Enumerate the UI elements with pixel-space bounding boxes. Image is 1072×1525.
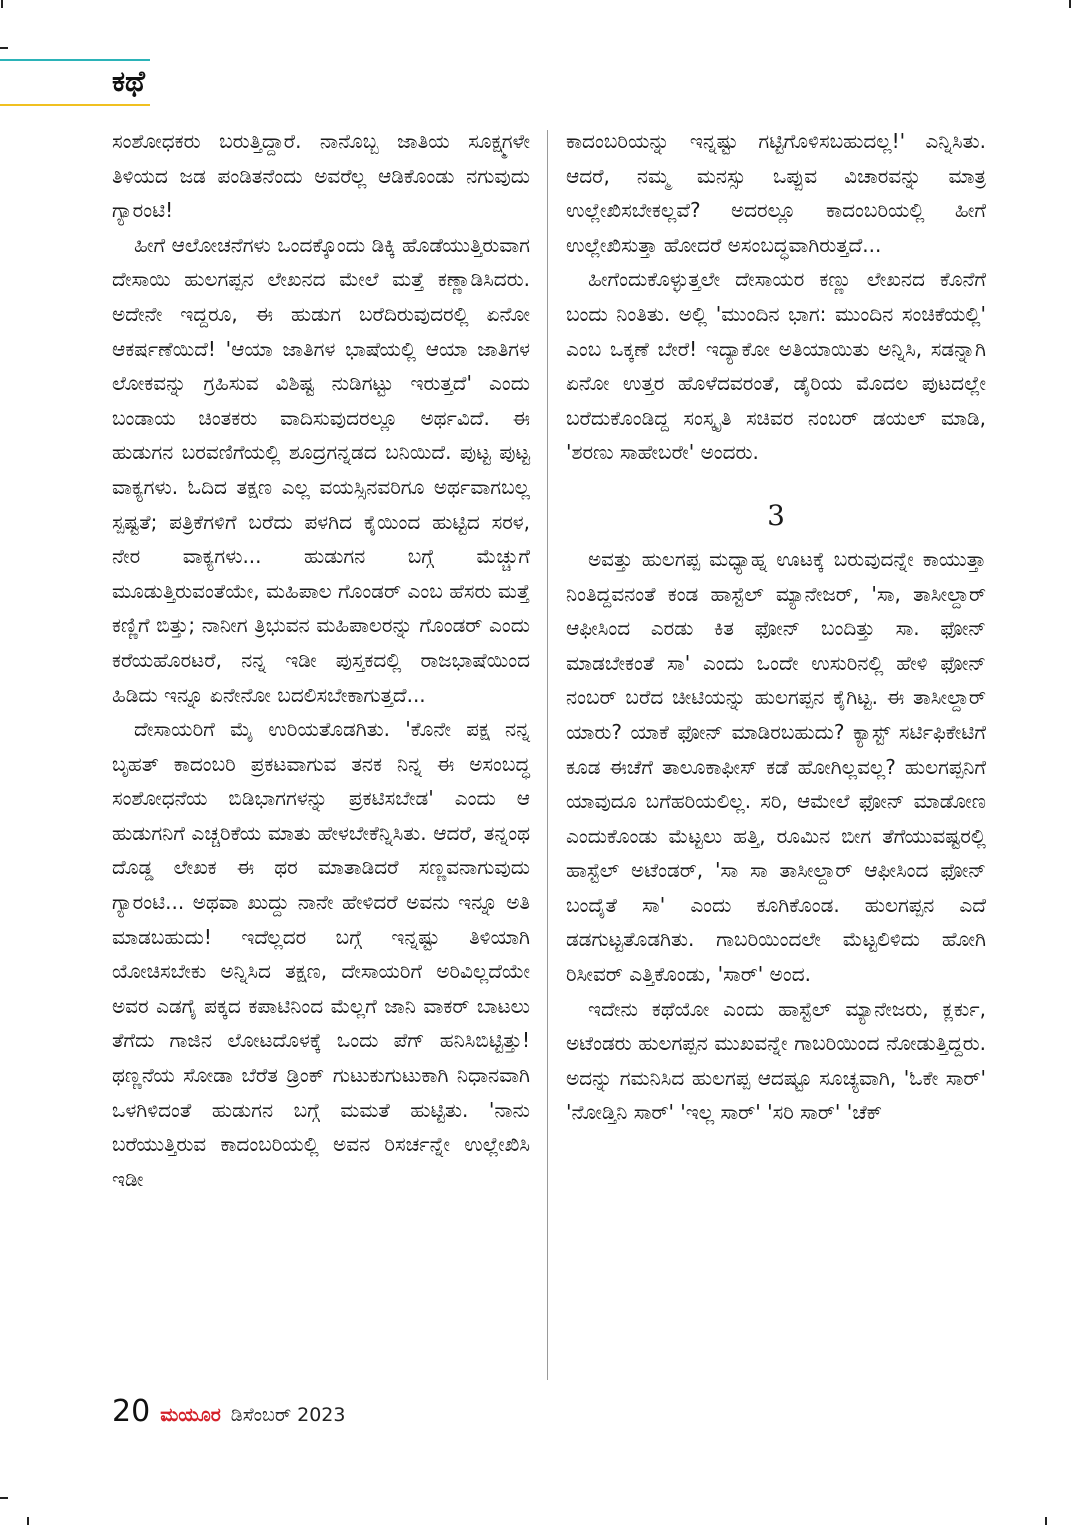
left-column — [112, 124, 530, 1374]
paragraph: ಇದೇನು ಕಥೆಯೋ ಎಂದು ಹಾಸ್ಟೆಲ್ ಮ್ಯಾನೇಜರು, ಕ್ಲರ್ಕು, ಅಟೆಂಡರು ಹುಲಗಪ್ಪನ ಮುಖವನ್ನೇ ಗಾಬರಿಯಿಂದ ನೋಡುತ್ತಿದ್ದರು. ಅದನ್ನು ಗಮನಿಸಿದ ಹುಲಗಪ್ಪ ಆದಷ್ಟೂ ಸೂಚ್ಯವಾಗಿ, 'ಓಕೇ ಸಾರ್' 'ನೋಡ್ತಿನಿ ಸಾರ್' 'ಇಲ್ಲ ಸಾರ್' 'ಸರಿ ಸಾರ್' 'ಚೆಕ್ — [566, 996, 986, 1125]
crop-mark — [27, 1517, 29, 1525]
paragraph: ಅವತ್ತು ಹುಲಗಪ್ಪ ಮಧ್ಯಾಹ್ನ ಊಟಕ್ಕೆ ಬರುವುದನ್ನೇ ಕಾಯುತ್ತಾ ನಿಂತಿದ್ದವನಂತೆ ಕಂಡ ಹಾಸ್ಟೆಲ್ ಮ್ಯಾನೇಜರ್, 'ಸಾ, ತಾಸೀಲ್ದಾರ್ ಆಫೀಸಿಂದ ಎರಡು ಕಿತ ಫೋನ್ ಬಂದಿತ್ತು ಸಾ. ಫೋನ್ ಮಾಡಬೇಕಂತೆ ಸಾ' ಎಂದು ಒಂದೇ ಉಸುರಿನಲ್ಲಿ ಹೇಳಿ ಫೋನ್ ನಂಬರ್ ಬರೆದ ಚೀಟಿಯನ್ನು ಹುಲಗಪ್ಪನ ಕೈಗಿಟ್ಟ. ಈ ತಾಸೀಲ್ದಾರ್ ಯಾರು? ಯಾಕೆ ಫೋನ್ ಮಾಡಿರಬಹುದು? ಕ್ಯಾಸ್ಟ್ ಸರ್ಟಿಫಿಕೇಟಿಗೆ ಕೂಡ ಈಚೆಗೆ ತಾಲೂಕಾಫೀಸ್ ಕಡೆ ಹೋಗಿಲ್ಲವಲ್ಲ? ಹುಲಗಪ್ಪನಿಗೆ ಯಾವುದೂ ಬಗೆಹರಿಯಲಿಲ್ಲ. ಸರಿ, ಆಮೇಲೆ ಫೋನ್ ಮಾಡೋಣ ಎಂದುಕೊಂಡು ಮೆಟ್ಟಲು ಹತ್ತಿ, ರೂಮಿನ ಬೀಗ ತೆಗೆಯುವಷ್ಟರಲ್ಲಿ ಹಾಸ್ಟೆಲ್ ಅಟೆಂಡರ್, 'ಸಾ ಸಾ ತಾಸೀಲ್ದಾರ್ ಆಫೀಸಿಂದ ಫೋನ್ ಬಂದೈತೆ ಸಾ' ಎಂದು ಕೂಗಿಕೊಂಡ. ಹುಲಗಪ್ಪನ ಎದೆ ಡಡಗುಟ್ಟತೊಡಗಿತು. ಗಾಬರಿಯಿಂದಲೇ ಮೆಟ್ಟಲಿಳಿದು ಹೋಗಿ ರಿಸೀವರ್ ಎತ್ತಿಕೊಂಡು, 'ಸಾರ್' ಅಂದ. — [566, 546, 986, 987]
page-number: 20 — [112, 1394, 151, 1429]
magazine-logo: ಮಯೂರ — [160, 1404, 221, 1426]
page-footer — [112, 1394, 345, 1430]
header-rule-teal — [0, 59, 150, 61]
crop-mark — [0, 1497, 8, 1499]
crop-mark — [0, 47, 8, 49]
paragraph: ಹೀಗೆ ಆಲೋಚನೆಗಳು ಒಂದಕ್ಕೊಂದು ಡಿಕ್ಕಿ ಹೊಡೆಯುತ್ತಿರುವಾಗ ದೇಸಾಯಿ ಹುಲಗಪ್ಪನ ಲೇಖನದ ಮೇಲೆ ಮತ್ತೆ ಕಣ್ಣಾಡಿಸಿದರು. ಅದೇನೇ ಇದ್ದರೂ, ಈ ಹುಡುಗ ಬರೆದಿರುವುದರಲ್ಲಿ ಏನೋ ಆಕರ್ಷಣೆಯಿದೆ! 'ಆಯಾ ಜಾತಿಗಳ ಭಾಷೆಯಲ್ಲಿ ಆಯಾ ಜಾತಿಗಳ ಲೋಕವನ್ನು ಗ್ರಹಿಸುವ ವಿಶಿಷ್ಟ ನುಡಿಗಟ್ಟು ಇರುತ್ತದೆ' ಎಂದು ಬಂಡಾಯ ಚಿಂತಕರು ವಾದಿಸುವುದರಲ್ಲೂ ಅರ್ಥವಿದೆ. ಈ ಹುಡುಗನ ಬರವಣಿಗೆಯಲ್ಲಿ ಶೂದ್ರಗನ್ನಡದ ಬನಿಯಿದೆ. ಪುಟ್ಟ ಪುಟ್ಟ ವಾಕ್ಯಗಳು. ಓದಿದ ತಕ್ಷಣ ಎಲ್ಲ ವಯಸ್ಸಿನವರಿಗೂ ಅರ್ಥವಾಗಬಲ್ಲ ಸ್ಪಷ್ಟತೆ; ಪತ್ರಿಕೆಗಳಿಗೆ ಬರೆದು ಪಳಗಿದ ಕೈಯಿಂದ ಹುಟ್ಟಿದ ಸರಳ, ನೇರ ವಾಕ್ಯಗಳು... ಹುಡುಗನ ಬಗ್ಗೆ ಮೆಚ್ಚುಗೆ ಮೂಡುತ್ತಿರುವಂತೆಯೇ, ಮಹಿಪಾಲ ಗೊಂಡರ್ ಎಂಬ ಹೆಸರು ಮತ್ತೆ ಕಣ್ಣಿಗೆ ಬಿತ್ತು; ನಾನೀಗ ತ್ರಿಭುವನ ಮಹಿಪಾಲರನ್ನು ಗೊಂಡರ್ ಎಂದು ಕರೆಯಹೊರಟರೆ, ನನ್ನ ಇಡೀ ಪುಸ್ತಕದಲ್ಲಿ ರಾಜಭಾಷೆಯಿಂದ ಹಿಡಿದು ಇನ್ನೂ ಏನೇನೋ ಬದಲಿಸಬೇಕಾಗುತ್ತದೆ... — [112, 232, 530, 707]
issue-date: ಡಿಸೆಂಬರ್ 2023 — [230, 1404, 346, 1426]
crop-mark — [1, 0, 3, 8]
paragraph: ಸಂಶೋಧಕರು ಬರುತ್ತಿದ್ದಾರೆ. ನಾನೊಬ್ಬ ಜಾತಿಯ ಸೂಕ್ಷ್ಮಗಳೇ ತಿಳಿಯದ ಜಡ ಪಂಡಿತನೆಂದು ಅವರೆಲ್ಲ ಆಡಿಕೊಂಡು ನಗುವುದು ಗ್ಯಾರಂಟಿ! — [112, 129, 530, 223]
chapter-number: 3 — [767, 498, 785, 532]
paragraph: ಕಾದಂಬರಿಯನ್ನು ಇನ್ನಷ್ಟು ಗಟ್ಟಿಗೊಳಿಸಬಹುದಲ್ಲ!' ಎನ್ನಿಸಿತು. ಆದರೆ, ನಮ್ಮ ಮನಸ್ಸು ಒಪ್ಪುವ ವಿಚಾರವನ್ನು ಮಾತ್ರ ಉಲ್ಲೇಖಿಸಬೇಕಲ್ಲವೆ? ಅದರಲ್ಲೂ ಕಾದಂಬರಿಯಲ್ಲಿ ಹೀಗೆ ಉಲ್ಲೇಖಿಸುತ್ತಾ ಹೋದರೆ ಅಸಂಬದ್ಧವಾಗಿರುತ್ತದೆ... — [566, 129, 986, 257]
section-label: ಕಥೆ — [112, 64, 145, 98]
crop-mark — [1045, 1517, 1047, 1525]
header-rule-yellow — [0, 104, 150, 106]
crop-mark — [1069, 0, 1071, 8]
paragraph: ದೇಸಾಯರಿಗೆ ಮೈ ಉರಿಯತೊಡಗಿತು. 'ಕೊನೇ ಪಕ್ಷ ನನ್ನ ಬೃಹತ್ ಕಾದಂಬರಿ ಪ್ರಕಟವಾಗುವ ತನಕ ನಿನ್ನ ಈ ಅಸಂಬದ್ಧ ಸಂಶೋಧನೆಯ ಬಿಡಿಭಾಗಗಳನ್ನು ಪ್ರಕಟಿಸಬೇಡ' ಎಂದು ಆ ಹುಡುಗನಿಗೆ ಎಚ್ಚರಿಕೆಯ ಮಾತು ಹೇಳಬೇಕೆನ್ನಿಸಿತು. ಆದರೆ, ತನ್ನಂಥ ದೊಡ್ಡ ಲೇಖಕ ಈ ಥರ ಮಾತಾಡಿದರೆ ಸಣ್ಣವನಾಗುವುದು ಗ್ಯಾರಂಟಿ... ಅಥವಾ ಖುದ್ದು ನಾನೇ ಹೇಳಿದರೆ ಅವನು ಇನ್ನೂ ಅತಿ ಮಾಡಬಹುದು! ಇದೆಲ್ಲದರ ಬಗ್ಗೆ ಇನ್ನಷ್ಟು ತಿಳಿಯಾಗಿ ಯೋಚಿಸಬೇಕು ಅನ್ನಿಸಿದ ತಕ್ಷಣ, ದೇಸಾಯರಿಗೆ ಅರಿವಿಲ್ಲದೆಯೇ ಅವರ ಎಡಗೈ ಪಕ್ಕದ ಕಪಾಟಿನಿಂದ ಮೆಲ್ಲಗೆ ಜಾನಿ ವಾಕರ್ ಬಾಟಲು ತೆಗೆದು ಗಾಜಿನ ಲೋಟದೊಳಕ್ಕೆ ಒಂದು ಪೆಗ್ ಹನಿಸಿಬಿಟ್ಟಿತ್ತು! ಥಣ್ಣನೆಯ ಸೋಡಾ ಬೆರೆತ ಡ್ರಿಂಕ್ ಗುಟುಕುಗುಟುಕಾಗಿ ನಿಧಾನವಾಗಿ ಒಳಗಿಳಿದಂತೆ ಹುಡುಗನ ಬಗ್ಗೆ ಮಮತೆ ಹುಟ್ಟಿತು. 'ನಾನು ಬರೆಯುತ್ತಿರುವ ಕಾದಂಬರಿಯಲ್ಲಿ ಅವನ ರಿಸರ್ಚನ್ನೇ ಉಲ್ಲೇಖಿಸಿ ಇಡೀ — [112, 717, 530, 1191]
right-column — [566, 124, 986, 1374]
column-divider — [547, 130, 548, 1380]
paragraph: ಹೀಗೆಂದುಕೊಳ್ಳುತ್ತಲೇ ದೇಸಾಯರ ಕಣ್ಣು ಲೇಖನದ ಕೊನೆಗೆ ಬಂದು ನಿಂತಿತು. ಅಲ್ಲಿ 'ಮುಂದಿನ ಭಾಗ: ಮುಂದಿನ ಸಂಚಿಕೆಯಲ್ಲಿ' ಎಂಬ ಒಕ್ಕಣೆ ಬೇರೆ! ಇದ್ಯಾಕೋ ಅತಿಯಾಯಿತು ಅನ್ನಿಸಿ, ಸಡನ್ನಾಗಿ ಏನೋ ಉತ್ತರ ಹೊಳೆದವರಂತೆ, ಡೈರಿಯ ಮೊದಲ ಪುಟದಲ್ಲೇ ಬರೆದುಕೊಂಡಿದ್ದ ಸಂಸ್ಕೃತಿ ಸಚಿವರ ನಂಬರ್ ಡಯಲ್ ಮಾಡಿ, 'ಶರಣು ಸಾಹೇಬರೇ' ಅಂದರು. — [566, 267, 986, 465]
